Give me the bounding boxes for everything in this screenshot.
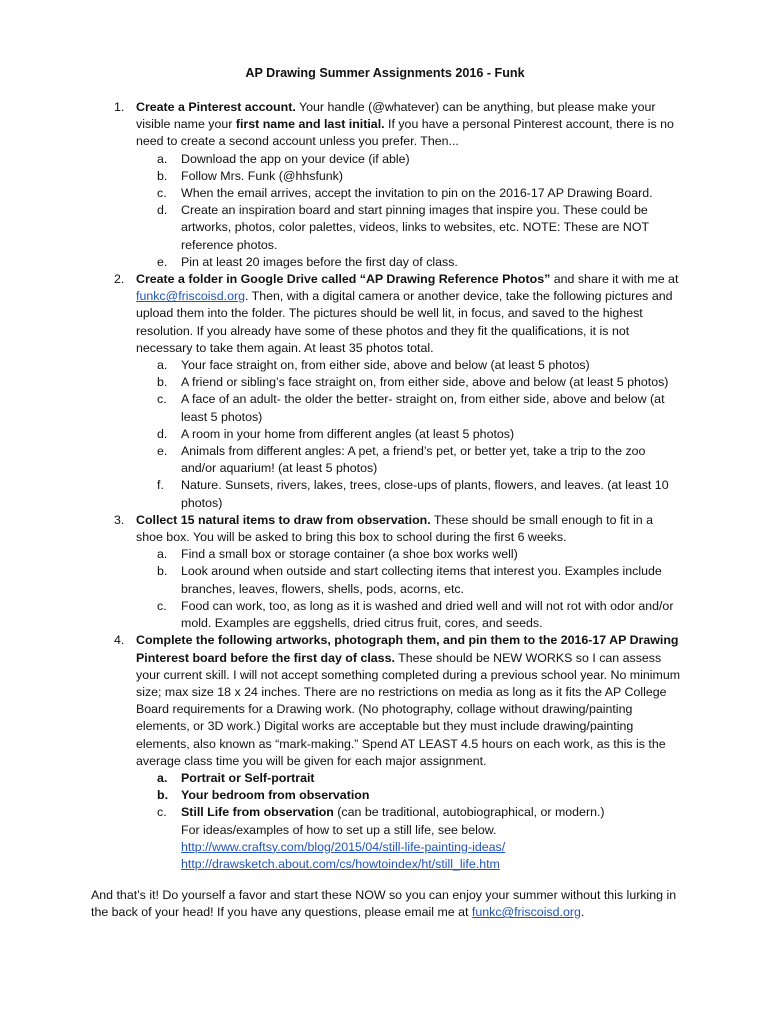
body-text: These should be small enough to fit in a shoe box. You will be asked to bring this box to school during the first 6 weeks. (136, 512, 653, 545)
sub-letter: b. (157, 788, 169, 803)
sub-item (157, 374, 681, 391)
list-item (114, 632, 681, 873)
bold-text: Create a folder in Google Drive called “AP Drawing Reference Photos” (136, 272, 551, 287)
body-text: A friend or sibling’s face straight on, from either side, above and below (at least 5 photos) (181, 375, 669, 390)
bold-text: first name and last initial. (235, 117, 385, 132)
sub-letter: f. (157, 478, 164, 493)
resource-note (181, 822, 681, 839)
body-text: These should be NEW WORKS so I can assess your current skill. I will not accept something completed during a previous school year. No minimum size; max size 18 x 24 inches. There are no restrictions on media as long as it fits the AP College Board requirements for a Drawing work. (No photography, collage without drawing/painting elements, or 3D work.) Digital works are acceptable but they must include drawing/painting elements, also known as “mark-making.” Spend AT LEAST 4.5 hours on each work, as this is the average class time you will be given for each major assignment. (136, 650, 681, 768)
document-title: AP Drawing Summer Assignments 2016 - Funk (245, 66, 525, 80)
sub-letter: a. (157, 547, 168, 562)
body-text: A face of an adult- the older the better- straight on, from either side, above and below (at least 5 photos) (181, 392, 665, 424)
body-text: (can be traditional, autobiographical, or modern.) (333, 805, 605, 820)
bold-text: Collect 15 natural items to draw from observation. (136, 512, 431, 527)
resource-link-line (181, 839, 681, 856)
sub-letter: e. (157, 254, 168, 269)
email-link[interactable]: funkc@friscoisd.org (136, 289, 245, 304)
list-number: 3. (114, 512, 125, 527)
body-text: For ideas/examples of how to set up a still life, see below. (181, 822, 497, 837)
sub-item (157, 254, 681, 271)
resource-link[interactable]: http://www.craftsy.com/blog/2015/04/still-life-painting-ideas/ (181, 839, 506, 854)
resource-link-line (181, 856, 681, 873)
sub-item (157, 391, 681, 425)
sub-item (157, 477, 681, 511)
list-item (114, 271, 681, 512)
item-text (136, 99, 681, 151)
assignment-list (114, 99, 681, 873)
body-text: A room in your home from different angles (at least 5 photos) (181, 426, 515, 441)
bold-text: Still Life from observation (181, 805, 334, 820)
sub-item (157, 357, 681, 374)
item-text (136, 512, 681, 546)
list-item (114, 99, 681, 271)
bold-text: Your bedroom from observation (181, 788, 370, 803)
body-text: Nature. Sunsets, rivers, lakes, trees, close-ups of plants, flowers, and leaves. (at least 10 photos) (181, 478, 669, 510)
sub-letter: c. (157, 805, 167, 820)
body-text: Food can work, too, as long as it is washed and dried well and will not rot with odor and/or mold. Examples are eggshells, dried citrus fruit, cores, and seeds. (181, 598, 674, 631)
body-text: Look around when outside and start collecting items that interest you. Examples include branches, leaves, flowers, shells, pods, acorns, etc. (181, 564, 662, 596)
sub-letter: c. (157, 392, 167, 407)
body-text: Pin at least 20 images before the first day of class. (181, 254, 458, 269)
list-number: 4. (114, 633, 125, 648)
list-item (114, 512, 681, 632)
body-text: Find a small box or storage container (a shoe box works well) (181, 547, 518, 562)
sub-item (157, 804, 681, 821)
sub-item (157, 426, 681, 443)
sub-letter: d. (157, 426, 168, 441)
body-text: . Then, with a digital camera or another device, take the following pictures and upload them into the folder. The pictures should be well lit, in focus, and saved to the highest resolution. If you already have some of these photos and they fit the qualifications, it is not necessary to take them again. At least 35 photos total. (136, 289, 673, 355)
sub-item (157, 168, 681, 185)
body-text: And that’s it! Do yourself a favor and start these NOW so you can enjoy your summer without this lurking in the back of your head! If you have any questions, please email me at (91, 888, 677, 920)
bold-text: Portrait or Self-portrait (181, 770, 315, 785)
sub-letter: a. (157, 770, 168, 785)
body-text: Follow Mrs. Funk (@hhsfunk) (181, 168, 343, 183)
body-text: Create an inspiration board and start pinning images that inspire you. These could be artworks, photos, color palettes, videos, links to websites, etc. NOTE: These are NOT reference photos. (181, 203, 649, 252)
sub-letter: b. (157, 375, 168, 390)
sub-letter: c. (157, 186, 167, 201)
body-text: When the email arrives, accept the invitation to pin on the 2016-17 AP Drawing Board. (181, 186, 653, 201)
body-text: Download the app on your device (if able) (181, 151, 410, 166)
sub-letter: b. (157, 564, 168, 579)
body-text: and share it with me at (550, 272, 679, 287)
sub-item (157, 787, 681, 804)
sub-letter: b. (157, 168, 168, 183)
sub-item (157, 202, 681, 254)
sub-letter: d. (157, 203, 168, 218)
bold-text: Create a Pinterest account. (136, 100, 296, 114)
body-text: Your face straight on, from either side, above and below (at least 5 photos) (181, 358, 590, 373)
body-text: Animals from different angles: A pet, a friend’s pet, or better yet, take a trip to the zoo and/or aquarium! (at least 5 photos) (181, 444, 646, 476)
closing-paragraph (91, 887, 691, 921)
list-number: 1. (114, 100, 125, 114)
body-text: Your handle (@whatever) can be anything, but please make your visible name your (136, 100, 656, 132)
sub-letter: a. (157, 151, 168, 166)
body-text: If you have a personal Pinterest account, there is no need to create a second account unless you prefer. Then... (136, 117, 674, 149)
body-text: . (580, 905, 585, 920)
sub-item (157, 770, 681, 787)
sub-letter: c. (157, 598, 167, 613)
sub-item (157, 185, 681, 202)
sub-item (157, 151, 681, 168)
sub-letter: e. (157, 444, 168, 459)
resource-link[interactable]: http://drawsketch.about.com/cs/howtoindex/ht/still_life.htm (181, 856, 500, 871)
item-text (136, 632, 681, 770)
sub-letter: a. (157, 358, 168, 373)
sub-item (157, 443, 681, 477)
sub-item (157, 598, 681, 632)
list-number: 2. (114, 272, 125, 287)
bold-text: Complete the following artworks, photograph them, and pin them to the 2016-17 AP Drawing Pinterest board before the first day of class. (136, 633, 679, 665)
item-text (136, 271, 681, 357)
sub-item (157, 563, 681, 597)
email-link[interactable]: funkc@friscoisd.org (471, 905, 581, 920)
sub-item (157, 546, 681, 563)
